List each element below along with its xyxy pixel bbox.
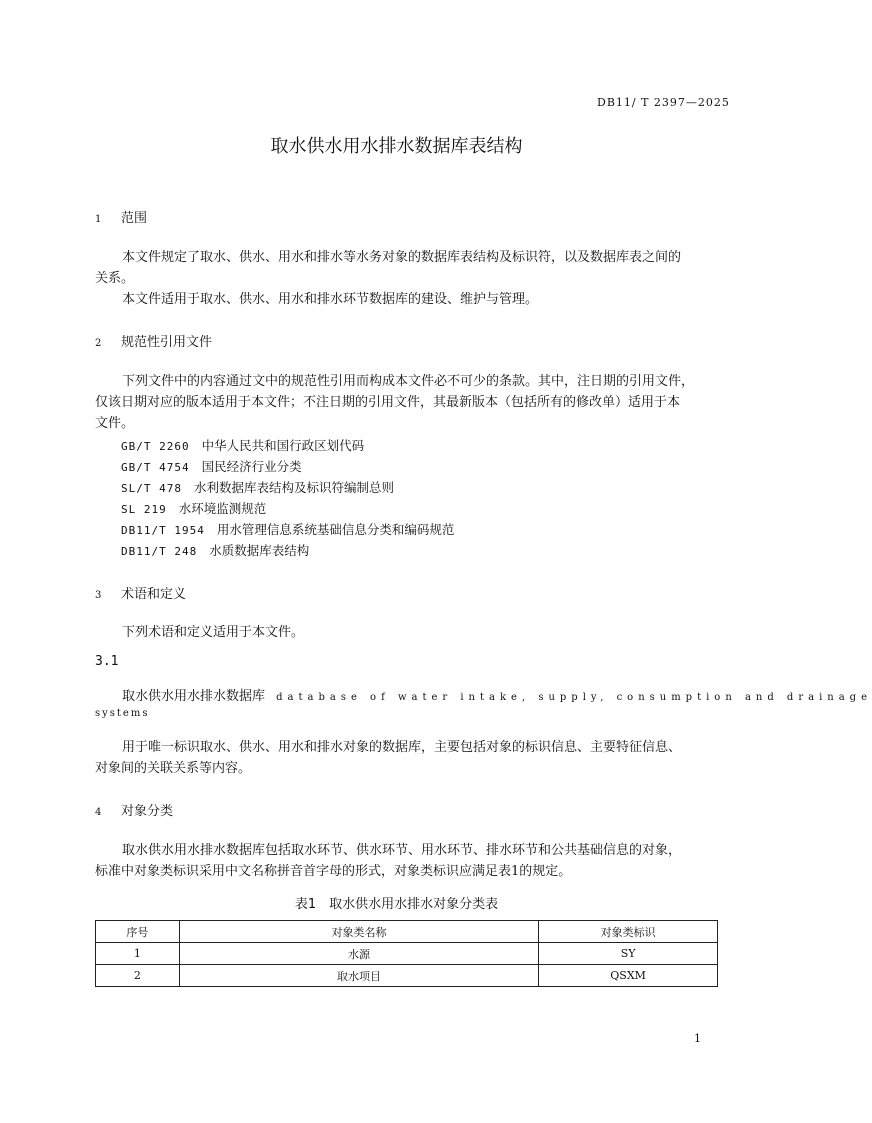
reference-name: 国民经济行业分类 — [201, 459, 302, 474]
column-header: 序号 — [96, 921, 180, 943]
table-cell: 水源 — [179, 943, 538, 965]
table-header-row — [96, 921, 718, 943]
paragraph-line: 文件。 — [95, 416, 135, 431]
reference-code: SL 219 — [121, 503, 167, 516]
column-header: 对象类名称 — [179, 921, 538, 943]
table-row — [96, 943, 718, 965]
reference-name: 水环境监测规范 — [178, 501, 267, 516]
column-header: 对象类标识 — [539, 921, 718, 943]
paragraph-line: 取水供水用水排水数据库包括取水环节、供水环节、用水环节、排水环节和公共基础信息的对象， — [122, 843, 682, 858]
reference-name: 水利数据库表结构及标识符编制总则 — [193, 480, 394, 495]
section-number: 4 — [95, 807, 102, 818]
reference-name: 水质数据库表结构 — [209, 543, 310, 558]
definition-line: 对象间的关联关系等内容。 — [95, 761, 252, 776]
paragraph-continued: 关系。 — [95, 271, 135, 286]
reference-code: GB/T 4754 — [121, 461, 190, 474]
section-number: 3 — [95, 590, 102, 601]
reference-item — [121, 499, 266, 517]
section-3-heading — [95, 583, 186, 602]
table-cell: SY — [539, 943, 718, 965]
table-row — [96, 965, 718, 987]
section-number: 1 — [95, 214, 102, 225]
section-4-heading — [95, 800, 173, 819]
table-caption: 表1 取水供水用水排水对象分类表 — [294, 897, 499, 912]
table-cell: 1 — [96, 943, 180, 965]
term-english: database of water intake, supply, consumption and drainage — [276, 692, 872, 703]
paragraph — [95, 247, 720, 268]
object-classification-table — [95, 920, 718, 987]
text-line: 本文件规定了取水、供水、用水和排水等水务对象的数据库表结构及标识符，以及数据库表之间的 — [122, 250, 682, 265]
paragraph: 下列术语和定义适用于本文件。 — [122, 625, 305, 640]
paragraph-line: 标准中对象类标识采用中文名称拼音首字母的形式，对象类标识应满足表1的规定。 — [95, 864, 572, 879]
paragraph-line: 下列文件中的内容通过文中的规范性引用而构成本文件必不可少的条款。其中，注日期的引用文件， — [122, 374, 695, 389]
section-title: 规范性引用文件 — [121, 335, 213, 350]
table-cell: QSXM — [539, 965, 718, 987]
section-title: 对象分类 — [121, 804, 174, 819]
document-number: DB11/ T 2397—2025 — [597, 96, 730, 109]
reference-item — [121, 541, 309, 559]
term-chinese: 取水供水用水排水数据库 — [122, 689, 266, 704]
reference-item — [121, 520, 454, 538]
section-number: 2 — [95, 338, 102, 349]
term-entry — [122, 685, 872, 704]
reference-code: DB11/T 248 — [121, 545, 198, 558]
term-number: 3.1 — [95, 654, 119, 669]
page-number: 1 — [694, 1032, 701, 1045]
paragraph-line: 仅该日期对应的版本适用于本文件；不注日期的引用文件，其最新版本（包括所有的修改单）适用于本 — [95, 395, 681, 410]
reference-code: SL/T 478 — [121, 482, 182, 495]
reference-name: 中华人民共和国行政区划代码 — [201, 438, 365, 453]
term-english-continued: systems — [95, 708, 150, 719]
reference-item — [121, 478, 394, 496]
table-cell: 取水项目 — [179, 965, 538, 987]
section-title: 范围 — [121, 211, 148, 226]
paragraph: 本文件适用于取水、供水、用水和排水环节数据库的建设、维护与管理。 — [122, 292, 539, 307]
reference-name: 用水管理信息系统基础信息分类和编码规范 — [216, 522, 455, 537]
reference-item — [121, 457, 302, 475]
section-1-heading — [95, 207, 147, 226]
reference-code: GB/T 2260 — [121, 440, 190, 453]
definition-line: 用于唯一标识取水、供水、用水和排水对象的数据库，主要包括对象的标识信息、主要特征信息、 — [122, 740, 682, 755]
reference-item — [121, 436, 364, 454]
section-2-heading — [95, 331, 212, 350]
table-cell: 2 — [96, 965, 180, 987]
reference-code: DB11/T 1954 — [121, 524, 205, 537]
page-title: 取水供水用水排水数据库表结构 — [270, 136, 523, 157]
section-title: 术语和定义 — [121, 587, 187, 602]
